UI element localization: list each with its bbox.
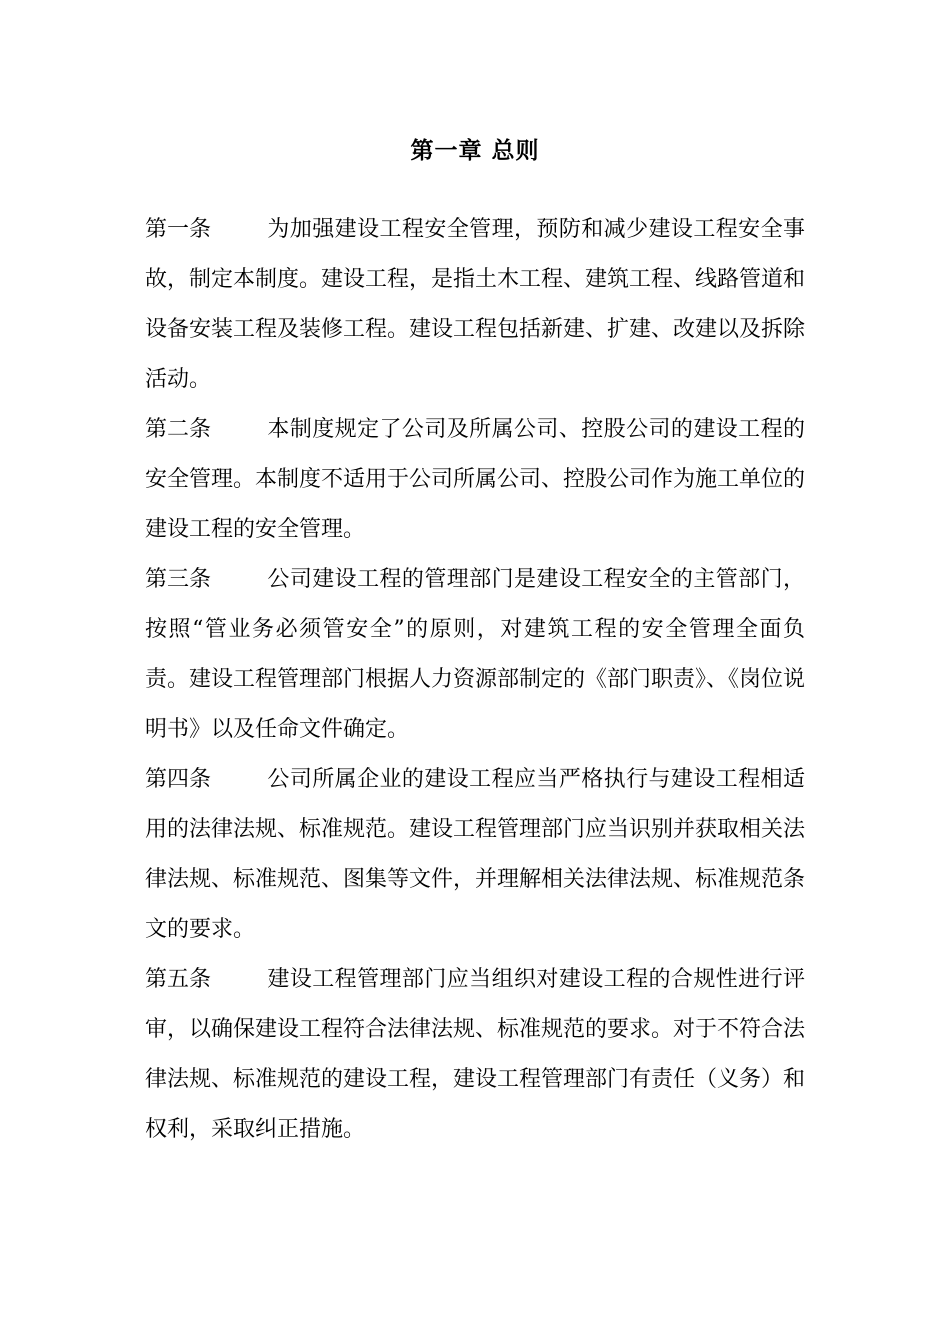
article-text: 本制度规定了公司及所属公司、控股公司的建设工程的安全管理。本制度不适用于公司所属公司、控股公司作为施工单位的建设工程的安全管理。 bbox=[145, 417, 806, 542]
article-text: 建设工程管理部门应当组织对建设工程的合规性进行评审，以确保建设工程符合法律法规、标准规范的要求。对于不符合法律法规、标准规范的建设工程，建设工程管理部门有责任（义务）和权利，采取纠正措施。 bbox=[145, 967, 806, 1142]
chapter-title: 第一章 总则 bbox=[410, 138, 540, 164]
article-number: 第一条 bbox=[145, 217, 212, 242]
article-3 bbox=[145, 555, 805, 755]
article-text: 公司建设工程的管理部门是建设工程安全的主管部门，按照“管业务必须管安全”的原则，对建筑工程的安全管理全面负责。建设工程管理部门根据人力资源部制定的《部门职责》、《岗位说明书》以及任命文件确定。 bbox=[145, 567, 806, 742]
document-body bbox=[145, 205, 805, 1155]
article-number: 第五条 bbox=[145, 967, 212, 992]
article-number: 第四条 bbox=[145, 767, 212, 792]
article-text: 为加强建设工程安全管理，预防和减少建设工程安全事故，制定本制度。建设工程，是指土木工程、建筑工程、线路管道和设备安装工程及装修工程。建设工程包括新建、扩建、改建以及拆除活动。 bbox=[145, 217, 806, 392]
article-2 bbox=[145, 405, 805, 555]
article-1 bbox=[145, 205, 805, 405]
article-5 bbox=[145, 955, 805, 1155]
article-text: 公司所属企业的建设工程应当严格执行与建设工程相适用的法律法规、标准规范。建设工程管理部门应当识别并获取相关法律法规、标准规范、图集等文件，并理解相关法律法规、标准规范条文的要求。 bbox=[145, 767, 806, 942]
article-number: 第二条 bbox=[145, 417, 212, 442]
article-4 bbox=[145, 755, 805, 955]
article-number: 第三条 bbox=[145, 567, 212, 592]
